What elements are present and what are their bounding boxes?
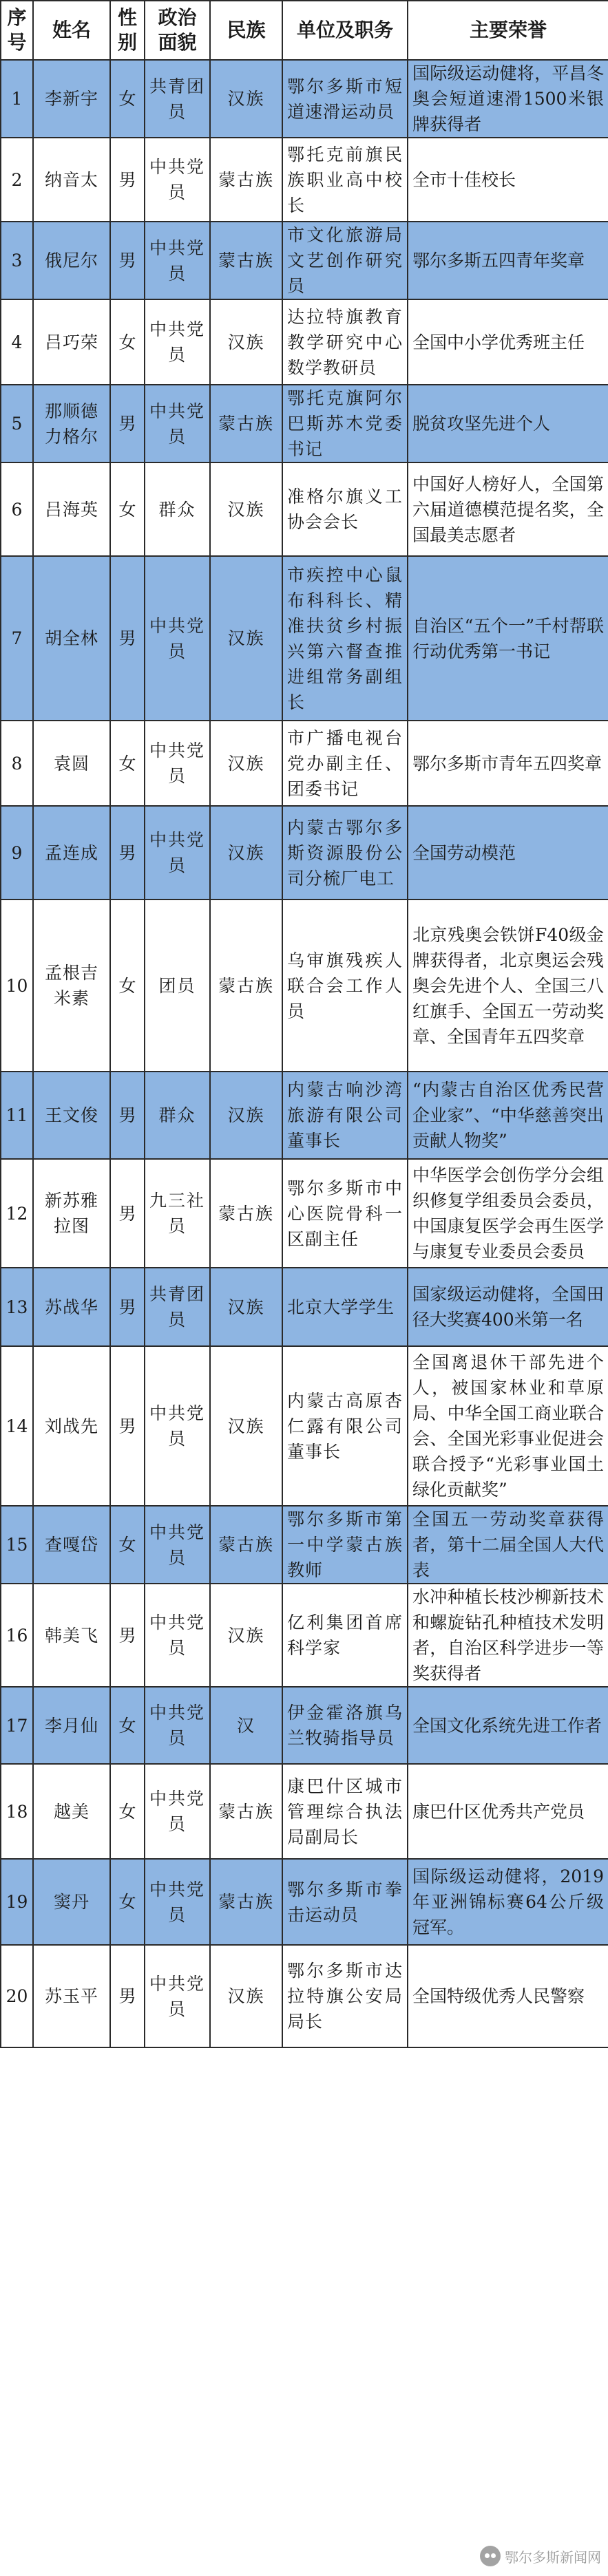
cell-index: 8 [1, 721, 33, 806]
cell-honors: 全国文化系统先进工作者 [408, 1687, 608, 1764]
cell-index: 9 [1, 806, 33, 900]
cell-unit: 内蒙古响沙湾旅游有限公司董事长 [282, 1072, 408, 1159]
cell-gender: 男 [110, 138, 145, 222]
cell-honors: 康巴什区优秀共产党员 [408, 1764, 608, 1859]
cell-gender: 女 [110, 1687, 145, 1764]
cell-honors: 北京残奥会铁饼F40级金牌获得者，北京奥运会残奥会先进个人、全国三八红旗手、全国五一劳动奖章、全国青年五四奖章 [408, 900, 608, 1072]
cell-political: 中共党员 [145, 385, 210, 462]
cell-name: 吕巧荣 [33, 299, 110, 385]
header-gender: 性别 [110, 1, 145, 60]
cell-honors: 鄂尔多斯五四青年奖章 [408, 222, 608, 299]
cell-ethnicity: 汉族 [210, 462, 282, 556]
table-row [1, 1945, 608, 2047]
cell-political: 中共党员 [145, 1346, 210, 1506]
cell-political: 群众 [145, 462, 210, 556]
cell-honors: 国际级运动健将，2019年亚洲锦标赛64公斤级冠军。 [408, 1859, 608, 1945]
cell-unit: 乌审旗残疾人联合会工作人员 [282, 900, 408, 1072]
cell-honors: 国际级运动健将，平昌冬奥会短道速滑1500米银牌获得者 [408, 60, 608, 138]
chat-bubble-icon [480, 2546, 501, 2566]
cell-political: 中共党员 [145, 1859, 210, 1945]
watermark-text: 鄂尔多斯新闻网 [505, 2548, 601, 2566]
cell-ethnicity: 蒙古族 [210, 385, 282, 462]
cell-name: 窦丹 [33, 1859, 110, 1945]
cell-index: 4 [1, 299, 33, 385]
cell-gender: 女 [110, 1859, 145, 1945]
cell-name: 越美 [33, 1764, 110, 1859]
cell-political: 群众 [145, 1072, 210, 1159]
cell-ethnicity: 蒙古族 [210, 138, 282, 222]
table-row [1, 462, 608, 556]
cell-political: 共青团员 [145, 1268, 210, 1346]
cell-political: 中共党员 [145, 1687, 210, 1764]
cell-political: 中共党员 [145, 1506, 210, 1584]
cell-name: 纳音太 [33, 138, 110, 222]
cell-honors: 中华医学会创伤学分会组织修复学组委员会委员，中国康复医学会再生医学与康复专业委员会委员 [408, 1159, 608, 1268]
cell-index: 18 [1, 1764, 33, 1859]
cell-ethnicity: 汉族 [210, 1945, 282, 2047]
cell-political: 中共党员 [145, 1764, 210, 1859]
cell-index: 17 [1, 1687, 33, 1764]
cell-honors: 脱贫攻坚先进个人 [408, 385, 608, 462]
cell-unit: 鄂尔多斯市中心医院骨科一区副主任 [282, 1159, 408, 1268]
table-row [1, 138, 608, 222]
cell-gender: 男 [110, 1072, 145, 1159]
cell-name: 刘战先 [33, 1346, 110, 1506]
cell-political: 九三社员 [145, 1159, 210, 1268]
cell-unit: 市疾控中心鼠布科科长、精准扶贫乡村振兴第六督查推进组常务副组长 [282, 556, 408, 721]
cell-gender: 男 [110, 385, 145, 462]
cell-gender: 女 [110, 462, 145, 556]
cell-honors: 鄂尔多斯市青年五四奖章 [408, 721, 608, 806]
table-row [1, 1159, 608, 1268]
cell-name: 苏玉平 [33, 1945, 110, 2047]
cell-political: 共青团员 [145, 60, 210, 138]
cell-honors: 全国特级优秀人民警察 [408, 1945, 608, 2047]
cell-political: 中共党员 [145, 222, 210, 299]
cell-ethnicity: 蒙古族 [210, 1859, 282, 1945]
cell-gender: 男 [110, 806, 145, 900]
cell-name: 那顺德力格尔 [33, 385, 110, 462]
cell-ethnicity: 汉族 [210, 806, 282, 900]
cell-index: 10 [1, 900, 33, 1072]
cell-honors: 全国劳动模范 [408, 806, 608, 900]
cell-name: 李新宇 [33, 60, 110, 138]
cell-honors: 水冲种植长枝沙柳新技术和螺旋钻孔种植技术发明者，自治区科学进步一等奖获得者 [408, 1584, 608, 1687]
cell-ethnicity: 蒙古族 [210, 1506, 282, 1584]
table-row [1, 806, 608, 900]
cell-gender: 男 [110, 222, 145, 299]
cell-unit: 康巴什区城市管理综合执法局副局长 [282, 1764, 408, 1859]
cell-name: 李月仙 [33, 1687, 110, 1764]
header-honors: 主要荣誉 [408, 1, 608, 60]
cell-ethnicity: 汉族 [210, 1584, 282, 1687]
table-row [1, 721, 608, 806]
cell-name: 韩美飞 [33, 1584, 110, 1687]
cell-gender: 男 [110, 1346, 145, 1506]
cell-unit: 北京大学学生 [282, 1268, 408, 1346]
table-row [1, 1859, 608, 1945]
table-row [1, 60, 608, 138]
cell-political: 团员 [145, 900, 210, 1072]
cell-gender: 女 [110, 299, 145, 385]
cell-honors: 全国中小学优秀班主任 [408, 299, 608, 385]
cell-gender: 女 [110, 60, 145, 138]
cell-index: 7 [1, 556, 33, 721]
cell-name: 胡全林 [33, 556, 110, 721]
table-row [1, 222, 608, 299]
cell-ethnicity: 蒙古族 [210, 1764, 282, 1859]
cell-ethnicity: 汉族 [210, 299, 282, 385]
table-row [1, 556, 608, 721]
cell-gender: 男 [110, 1945, 145, 2047]
cell-political: 中共党员 [145, 806, 210, 900]
cell-ethnicity: 汉族 [210, 1072, 282, 1159]
cell-ethnicity: 蒙古族 [210, 222, 282, 299]
header-index: 序号 [1, 1, 33, 60]
cell-unit: 鄂尔多斯市拳击运动员 [282, 1859, 408, 1945]
table-row [1, 1268, 608, 1346]
cell-political: 中共党员 [145, 299, 210, 385]
cell-political: 中共党员 [145, 138, 210, 222]
table-row [1, 900, 608, 1072]
cell-honors: 全市十佳校长 [408, 138, 608, 222]
cell-gender: 女 [110, 721, 145, 806]
table-row [1, 1506, 608, 1584]
cell-unit: 鄂尔多斯市短道速滑运动员 [282, 60, 408, 138]
cell-honors: 中国好人榜好人，全国第六届道德模范提名奖，全国最美志愿者 [408, 462, 608, 556]
cell-index: 19 [1, 1859, 33, 1945]
cell-honors: 自治区“五个一”千村帮联行动优秀第一书记 [408, 556, 608, 721]
cell-ethnicity: 汉族 [210, 1268, 282, 1346]
cell-index: 1 [1, 60, 33, 138]
header-name: 姓名 [33, 1, 110, 60]
cell-ethnicity: 汉族 [210, 60, 282, 138]
cell-unit: 鄂托克前旗民族职业高中校长 [282, 138, 408, 222]
cell-unit: 伊金霍洛旗乌兰牧骑指导员 [282, 1687, 408, 1764]
cell-index: 11 [1, 1072, 33, 1159]
cell-unit: 鄂托克旗阿尔巴斯苏木党委书记 [282, 385, 408, 462]
cell-index: 12 [1, 1159, 33, 1268]
cell-name: 王文俊 [33, 1072, 110, 1159]
header-political: 政治面貌 [145, 1, 210, 60]
cell-index: 16 [1, 1584, 33, 1687]
cell-unit: 市文化旅游局文艺创作研究员 [282, 222, 408, 299]
cell-unit: 鄂尔多斯市达拉特旗公安局局长 [282, 1945, 408, 2047]
header-ethnicity: 民族 [210, 1, 282, 60]
cell-honors: “内蒙古自治区优秀民营企业家”、“中华慈善突出贡献人物奖” [408, 1072, 608, 1159]
cell-political: 中共党员 [145, 1945, 210, 2047]
cell-political: 中共党员 [145, 1584, 210, 1687]
cell-index: 5 [1, 385, 33, 462]
cell-unit: 内蒙古高原杏仁露有限公司董事长 [282, 1346, 408, 1506]
cell-ethnicity: 汉 [210, 1687, 282, 1764]
header-row [1, 1, 608, 60]
cell-unit: 市广播电视台党办副主任、团委书记 [282, 721, 408, 806]
cell-unit: 达拉特旗教育教学研究中心数学教研员 [282, 299, 408, 385]
cell-name: 孟连成 [33, 806, 110, 900]
cell-gender: 男 [110, 1268, 145, 1346]
cell-gender: 女 [110, 1764, 145, 1859]
cell-name: 孟根吉米素 [33, 900, 110, 1072]
cell-index: 13 [1, 1268, 33, 1346]
cell-gender: 男 [110, 1159, 145, 1268]
cell-unit: 鄂尔多斯市第一中学蒙古族教师 [282, 1506, 408, 1584]
header-unit: 单位及职务 [282, 1, 408, 60]
cell-index: 15 [1, 1506, 33, 1584]
cell-gender: 女 [110, 900, 145, 1072]
cell-name: 新苏雅拉图 [33, 1159, 110, 1268]
cell-ethnicity: 蒙古族 [210, 900, 282, 1072]
cell-index: 20 [1, 1945, 33, 2047]
cell-name: 苏战华 [33, 1268, 110, 1346]
cell-political: 中共党员 [145, 556, 210, 721]
table-row [1, 299, 608, 385]
cell-name: 查嘎岱 [33, 1506, 110, 1584]
cell-name: 吕海英 [33, 462, 110, 556]
watermark [480, 2546, 601, 2566]
cell-name: 俄尼尔 [33, 222, 110, 299]
cell-index: 2 [1, 138, 33, 222]
cell-gender: 男 [110, 1584, 145, 1687]
cell-gender: 女 [110, 1506, 145, 1584]
cell-ethnicity: 蒙古族 [210, 1159, 282, 1268]
cell-unit: 内蒙古鄂尔多斯资源股份公司分梳厂电工 [282, 806, 408, 900]
cell-index: 3 [1, 222, 33, 299]
cell-honors: 国家级运动健将，全国田径大奖赛400米第一名 [408, 1268, 608, 1346]
cell-political: 中共党员 [145, 721, 210, 806]
cell-gender: 男 [110, 556, 145, 721]
cell-name: 袁圆 [33, 721, 110, 806]
cell-index: 6 [1, 462, 33, 556]
cell-ethnicity: 汉族 [210, 556, 282, 721]
cell-ethnicity: 汉族 [210, 721, 282, 806]
table-row [1, 1687, 608, 1764]
cell-unit: 亿利集团首席科学家 [282, 1584, 408, 1687]
cell-unit: 准格尔旗义工协会会长 [282, 462, 408, 556]
cell-ethnicity: 汉族 [210, 1346, 282, 1506]
table-row [1, 1072, 608, 1159]
table-row [1, 1346, 608, 1506]
cell-index: 14 [1, 1346, 33, 1506]
cell-honors: 全国五一劳动奖章获得者，第十二届全国人大代表 [408, 1506, 608, 1584]
cell-honors: 全国离退休干部先进个人，被国家林业和草原局、中华全国工商业联合会、全国光彩事业促进会联合授予“光彩事业国土绿化贡献奖” [408, 1346, 608, 1506]
table-row [1, 1764, 608, 1859]
table-row [1, 1584, 608, 1687]
table-row [1, 385, 608, 462]
